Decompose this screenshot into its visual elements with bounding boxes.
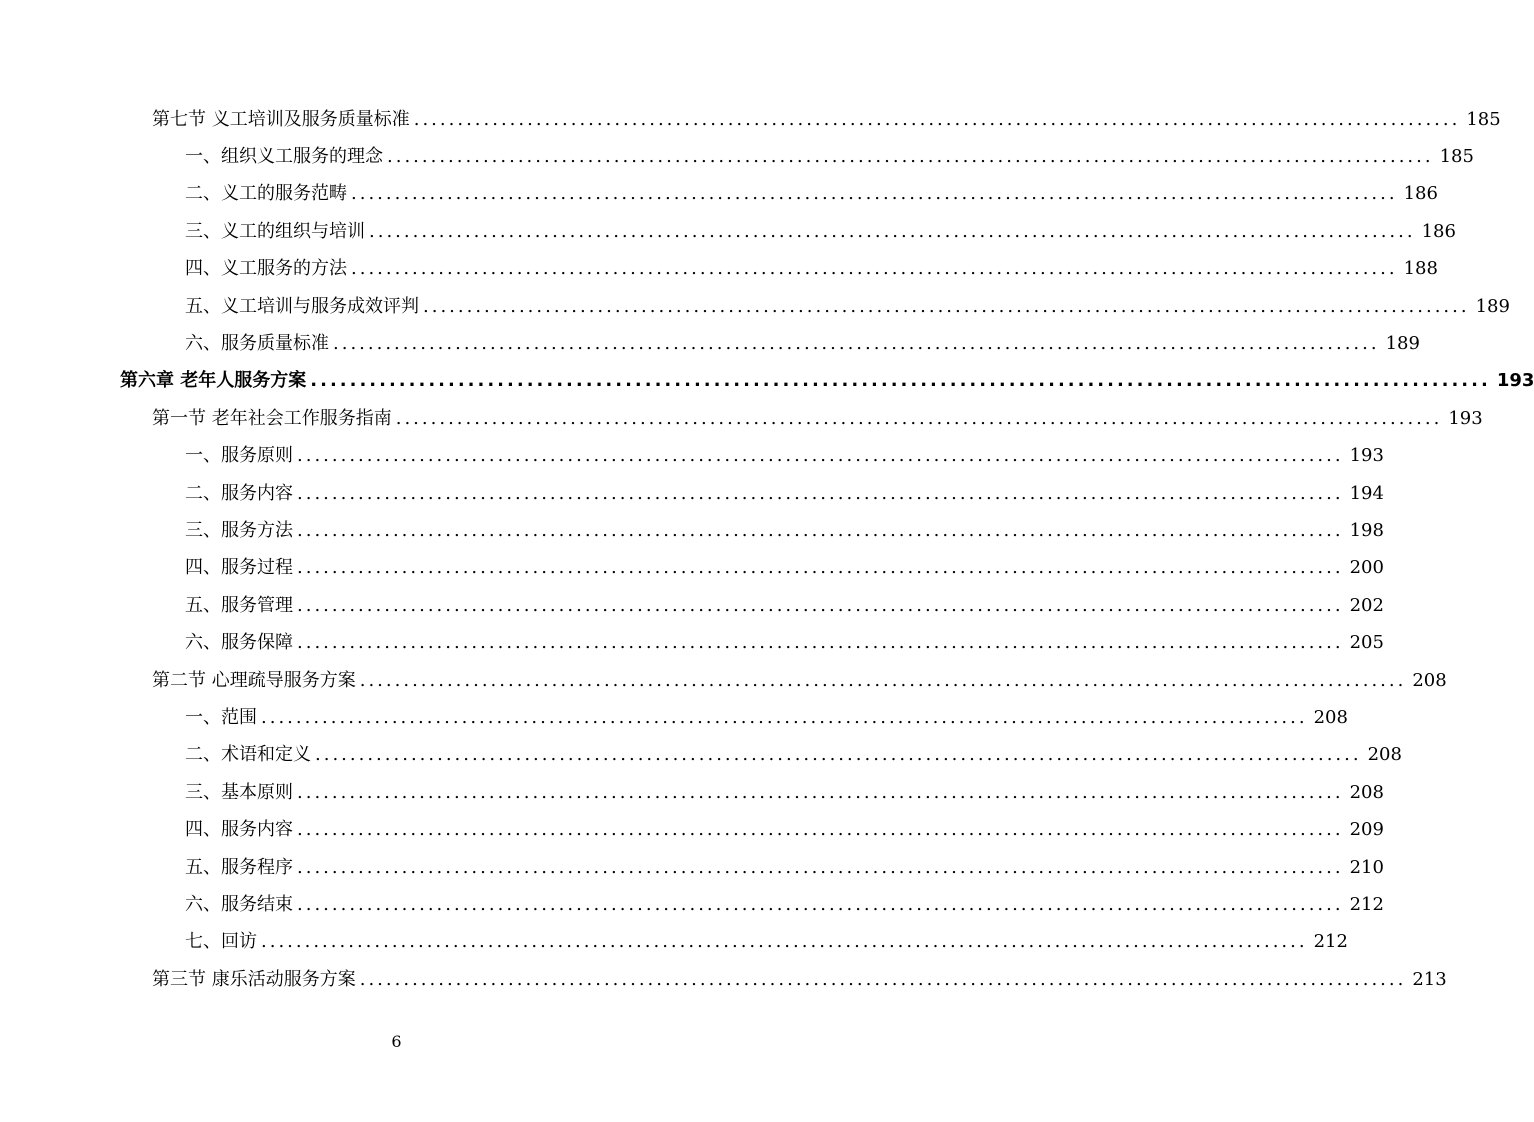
toc-entry-page: 186 [1403, 183, 1438, 205]
toc-entry-page: 198 [1349, 519, 1384, 541]
toc-entry-item[interactable] [185, 699, 1348, 736]
toc-entry-page: 208 [1349, 781, 1384, 803]
toc-entry-label: 二、服务内容 [185, 482, 293, 504]
toc-entry-page: 208 [1313, 706, 1348, 728]
toc-entry-page: 209 [1349, 819, 1384, 841]
toc-entry-label: 三、基本原则 [185, 781, 293, 803]
toc-dot-leader: ........................................................................................................................ [297, 632, 1344, 654]
toc-entry-item[interactable] [185, 849, 1384, 886]
toc-entry-page: 193 [1496, 370, 1534, 392]
toc-entry-item[interactable] [185, 923, 1348, 960]
toc-entry-item[interactable] [185, 886, 1384, 923]
toc-entry-page: 193 [1448, 407, 1483, 429]
toc-dot-leader: ........................................................................................................................ [387, 145, 1434, 167]
toc-entry-item[interactable] [185, 475, 1384, 512]
toc-entry-label: 一、服务原则 [185, 445, 293, 467]
toc-entry-page: 210 [1349, 856, 1384, 878]
toc-entry-label: 第六章 老年人服务方案 [120, 370, 307, 392]
toc-entry-label: 五、服务程序 [185, 856, 293, 878]
toc-entry-label: 六、服务质量标准 [185, 332, 329, 354]
toc-entry-label: 三、义工的组织与培训 [185, 220, 365, 242]
toc-entry-page: 185 [1439, 145, 1474, 167]
toc-entry-item[interactable] [185, 811, 1384, 848]
toc-entry-page: 212 [1349, 893, 1384, 915]
toc-dot-leader: ........................................................................................................................ [297, 819, 1344, 841]
toc-dot-leader: ........................................................................................................................ [310, 370, 1491, 392]
toc-entry-label: 六、服务结束 [185, 893, 293, 915]
toc-entry-label: 第三节 康乐活动服务方案 [152, 968, 356, 990]
toc-entry-label: 二、术语和定义 [185, 744, 311, 766]
toc-dot-leader: ........................................................................................................................ [297, 781, 1344, 803]
toc-entry-label: 七、回访 [185, 931, 257, 953]
toc-entry-page: 188 [1403, 258, 1438, 280]
toc-entry-label: 第二节 心理疏导服务方案 [152, 669, 356, 691]
toc-entry-item[interactable] [185, 624, 1384, 661]
toc-dot-leader: ........................................................................................................................ [351, 258, 1398, 280]
toc-entry-page: 193 [1349, 445, 1384, 467]
toc-dot-leader: ........................................................................................................................ [351, 183, 1398, 205]
toc-entry-section[interactable] [152, 400, 1483, 437]
toc-dot-leader: ........................................................................................................................ [297, 445, 1344, 467]
toc-dot-leader: ........................................................................................................................ [297, 482, 1344, 504]
toc-entry-label: 四、服务内容 [185, 819, 293, 841]
toc-entry-label: 二、义工的服务范畴 [185, 183, 347, 205]
toc-dot-leader: ........................................................................................................................ [297, 557, 1344, 579]
toc-dot-leader: ........................................................................................................................ [423, 295, 1470, 317]
toc-entry-item[interactable] [185, 325, 1420, 362]
toc-entry-item[interactable] [185, 175, 1438, 212]
toc-dot-leader: ........................................................................................................................ [359, 669, 1407, 691]
toc-dot-leader: ........................................................................................................................ [413, 108, 1461, 130]
toc-entry-page: 212 [1313, 931, 1348, 953]
toc-entry-page: 185 [1466, 108, 1501, 130]
toc-entry-section[interactable] [152, 961, 1447, 998]
toc-entry-page: 213 [1412, 968, 1447, 990]
toc-entry-item[interactable] [185, 549, 1384, 586]
toc-entry-page: 208 [1367, 744, 1402, 766]
toc-dot-leader: ........................................................................................................................ [333, 332, 1380, 354]
toc-entry-page: 202 [1349, 594, 1384, 616]
toc-entry-page: 205 [1349, 632, 1384, 654]
toc-entry-page: 186 [1421, 220, 1456, 242]
toc-entry-page: 200 [1349, 557, 1384, 579]
toc-entry-label: 三、服务方法 [185, 519, 293, 541]
toc-dot-leader: ........................................................................................................................ [369, 220, 1416, 242]
toc-entry-label: 一、组织义工服务的理念 [185, 145, 383, 167]
toc-dot-leader: ........................................................................................................................ [359, 968, 1407, 990]
toc-entry-item[interactable] [185, 288, 1510, 325]
toc-entry-label: 四、义工服务的方法 [185, 258, 347, 280]
toc-dot-leader: ........................................................................................................................ [297, 893, 1344, 915]
toc-entry-label: 四、服务过程 [185, 557, 293, 579]
toc-entry-label: 第七节 义工培训及服务质量标准 [152, 108, 410, 130]
toc-dot-leader: ........................................................................................................................ [297, 856, 1344, 878]
toc-entry-section[interactable] [152, 662, 1447, 699]
toc-entry-item[interactable] [185, 213, 1456, 250]
page-number: 6 [391, 1032, 402, 1051]
toc-dot-leader: ........................................................................................................................ [315, 744, 1362, 766]
toc-entry-label: 一、范围 [185, 706, 257, 728]
toc-dot-leader: ........................................................................................................................ [297, 519, 1344, 541]
toc-dot-leader: ........................................................................................................................ [297, 594, 1344, 616]
toc-entry-item[interactable] [185, 587, 1384, 624]
toc-entry-label: 第一节 老年社会工作服务指南 [152, 407, 392, 429]
toc-entry-item[interactable] [185, 437, 1384, 474]
toc-entry-label: 六、服务保障 [185, 632, 293, 654]
toc-entry-page: 189 [1475, 295, 1510, 317]
toc-entry-page: 194 [1349, 482, 1384, 504]
toc-entry-label: 五、义工培训与服务成效评判 [185, 295, 419, 317]
toc-entry-item[interactable] [185, 774, 1384, 811]
toc-entry-item[interactable] [185, 138, 1474, 175]
toc-entry-page: 189 [1385, 332, 1420, 354]
toc-entry-chapter[interactable] [120, 362, 1534, 399]
toc-entry-page: 208 [1412, 669, 1447, 691]
toc-entry-item[interactable] [185, 512, 1384, 549]
toc-entry-section[interactable] [152, 101, 1501, 138]
toc-entry-item[interactable] [185, 736, 1402, 773]
toc-dot-leader: ........................................................................................................................ [395, 407, 1443, 429]
toc-entry-item[interactable] [185, 250, 1438, 287]
toc-dot-leader: ........................................................................................................................ [261, 931, 1308, 953]
toc-entry-label: 五、服务管理 [185, 594, 293, 616]
toc-dot-leader: ........................................................................................................................ [261, 706, 1308, 728]
